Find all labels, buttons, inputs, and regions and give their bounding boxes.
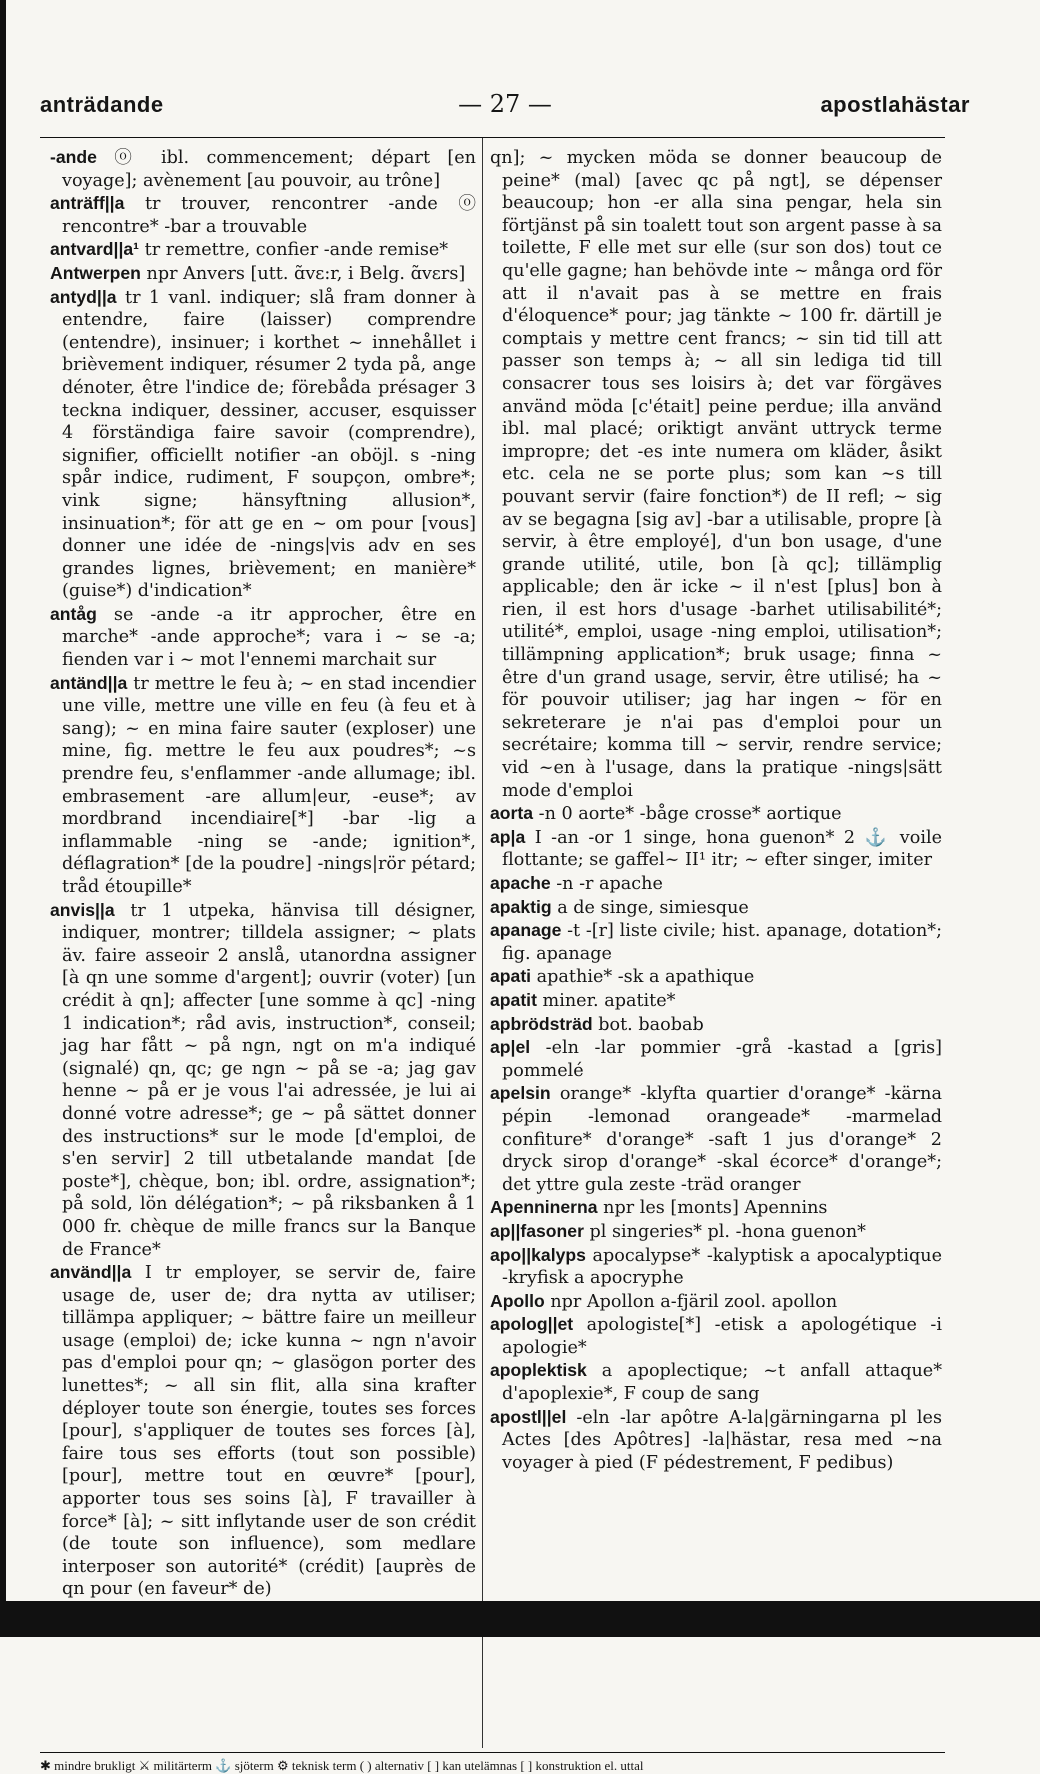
dictionary-entry: [490, 826, 942, 872]
headword: Apenninerna: [490, 1197, 598, 1218]
dictionary-entry: [490, 1220, 942, 1244]
headword: använd||a: [50, 1262, 132, 1283]
dictionary-entry: [50, 262, 476, 286]
headword: apatit: [490, 989, 537, 1010]
headword: apo||kalyps: [490, 1244, 586, 1265]
definition: pl singeries* pl. -hona guenon*: [583, 1221, 866, 1242]
headword: antyd||a: [50, 286, 117, 307]
page-number: — 27 —: [458, 90, 552, 118]
dictionary-entry: [50, 238, 476, 262]
definition: -n -r apache: [550, 874, 663, 894]
definition: tr 1 utpeka, hänvisa till désigner, indiquer, montrer; tilldela assigner; ~ plats äv. faire asseoir 2 anslå, utanordna assigner [à qn une somme d'argent]; ouvrir (voter) [un crédit à qn]; affecter [une somme à qc] -ning 1 indication*; råd avis, instruction*, conseil; jag har fått ~ på ngn, ngt on m'a indiqué (signalé) qn, qc; ge ngn ~ på se -a; jag gav henne ~ på er je vous l'ai adressée, je lui ai donné votre adresse*; ge ~ på sättet donner des instructions* sur le mode [d'emploi, de s'en servir] 2 till utbetalande mandat [de poste*], chèque, bon; ibl. ordre, assignation*; på sold, lön délégation*; ~ på riksbanken å 1 000 fr. chèque de mille francs sur la Banque de France*: [62, 900, 476, 1260]
definition: apathie* -sk a apathique: [531, 967, 755, 988]
dictionary-entry: [50, 1261, 476, 1601]
headword: apolog||et: [490, 1314, 574, 1335]
dictionary-entry: [490, 1313, 942, 1359]
definition: qn]; ~ mycken möda se donner beaucoup de peine* (mal) [avec qc på ngt], se dépenser beaucoup; hon -er alla sina pengar, hela sin förtjänst på sin toalett tout son argent passe à sa toilette, F elle met sur elle (sur son dos) tout ce qu'elle gagne; han behövde inte ~ många ord för att il n'avait pas à se mettre en frais d'éloquence* pour; jag tänkte ~ 100 fr. därtill je comptais y mettre cent francs; ~ sin tid till att passer son temps à; ~ all sin lediga tid till consacrer tous ses loisirs à; det var förgäves använd möda [c'était] peine perdue; illa använd ibl. mal placé; oriktigt använt uttryck terme impropre; det -es inte numera om kläder, åsikt etc. cela ne se porte plus; som kan ~s till pouvant servir (faire fonction*) de II refl; ~ sig av se begagna [sig av] -bar a utilisable, propre [à servir, à être employé], d'un bon usage, d'une grande utilité, utile, bon [à qc]; tillämplig applicable; den är icke ~ il n'est [plus] bon à rien, il est hors d'usage -barhet utilisabilité*; utilité*, emploi, usage -ning emploi, utilisation*; tillämpning application*; bruk usage; finna ~ être d'un grand usage, servir, être utilisé; ha ~ för pouvoir utiliser; jag har ingen ~ för en sekreterare je n'ai pas d'emploi pour un secrétaire; komma till ~ servir, rendre service; vid ~en à l'usage, dans la pratique -nings|sätt mode d'emploi: [490, 148, 942, 801]
left-column: [50, 146, 476, 1601]
dictionary-entry: [490, 965, 942, 989]
definition: bot. baobab: [592, 1014, 704, 1035]
headword: anvis||a: [50, 899, 115, 920]
definition: apologiste[*] -etisk a apologétique -i apologie*: [502, 1315, 942, 1358]
footer-rule: [40, 1752, 945, 1753]
headword: antåg: [50, 603, 97, 624]
headword: ap|el: [490, 1037, 531, 1058]
dictionary-entry: [490, 1082, 942, 1196]
headword: Apollo: [490, 1290, 545, 1311]
right-column: [490, 146, 942, 1474]
definition: -n 0 aorte* -båge crosse* aortique: [533, 804, 842, 825]
definition: ⓞ ibl. commencement; départ [en voyage]; avènement [au pouvoir, au trône]: [62, 148, 476, 191]
definition: I -an -or 1 singe, hona guenon* 2 ⚓ voile flottante; se gaffel~ II¹ itr; ~ efter singer, imiter: [502, 827, 942, 871]
dictionary-entry: [490, 1406, 942, 1475]
page-header: [40, 92, 970, 126]
headword: -ande: [50, 147, 97, 167]
headword: apoplektisk: [490, 1360, 587, 1381]
headword: ap||fasoner: [490, 1220, 584, 1241]
dictionary-entry: [490, 802, 942, 826]
column-divider: [482, 138, 483, 1748]
definition: npr Apollon a-fjäril zool. apollon: [544, 1291, 838, 1312]
header-guide-word-left: anträdande: [40, 92, 164, 117]
definition: -t -[r] liste civile; hist. apanage, dotation*; fig. apanage: [502, 921, 942, 964]
dictionary-entry: [50, 603, 476, 672]
headword: apelsin: [490, 1083, 551, 1104]
headword: anträff||a: [50, 193, 125, 214]
header-rule: [40, 137, 945, 138]
definition: I tr employer, se servir de, faire usage de, user de; dra nytta av utiliser; tillämpa appliquer; ~ bättre faire un meilleur usage (emploi) de; icke kunna ~ ngn n'avoir pas d'emploi pour qn; ~ glasögon porter des lunettes*; ~ all sin flit, alla sina krafter déployer toute son énergie, toutes ses forces [pour], s'appliquer de toutes ses forces [à], faire tous ses efforts (tout son possible) [pour], mettre tout en œuvre* [pour], apporter tous ses soins [à], F travailler à force* [à]; ~ sitt inflytande user de son crédit (de toute son influence), som medlare interposer son autorité* (crédit) [auprès de qn pour (en faveur* de): [62, 1263, 476, 1600]
dictionary-entry: [50, 286, 476, 603]
headword: apache: [490, 873, 551, 893]
dictionary-entry: [50, 672, 476, 899]
headword: apaktig: [490, 896, 552, 917]
dictionary-entry: [490, 872, 942, 896]
definition: tr trouver, rencontrer -ande ⓞ rencontre* -bar a trouvable: [62, 194, 476, 237]
headword: apati: [490, 966, 532, 987]
header-guide-word-right: apostlahästar: [820, 92, 970, 117]
headword: antänd||a: [50, 672, 128, 693]
headword: antvard||a¹: [50, 239, 140, 260]
definition: tr mettre le feu à; ~ en stad incendier une ville, mettre une ville en feu (à feu et à sang); ~ en mina faire sauter (exploser) une mine, fig. mettre le feu aux poudres*; ~s prendre feu, s'enflammer -ande allumage; ibl. embrasement -are allum|eur, -euse*; av mordbrand incendiaire[*] -bar -lig a inflammable -ning se -ande; ignition*, déflagration* [de la poudre] -nings|rör pétard; tråd étoupille*: [62, 673, 476, 897]
dictionary-entry: [490, 146, 942, 802]
dictionary-entry: [50, 192, 476, 238]
definition: tr remettre, confier -ande remise*: [139, 240, 449, 261]
dictionary-entry: [490, 1036, 942, 1082]
dictionary-entry: [50, 899, 476, 1262]
dictionary-entry: [490, 989, 942, 1013]
dictionary-entry: [50, 146, 476, 192]
headword: Antwerpen: [50, 262, 141, 283]
dictionary-entry: [490, 1359, 942, 1405]
dictionary-entry: [490, 896, 942, 920]
definition: orange* -klyfta quartier d'orange* -kärna pépin -lemonad orangeade* -marmelad confiture* d'orange* -saft 1 jus d'orange* 2 dryck sirop d'orange* -skal écorce* d'orange*; det yttre gula zeste -träd oranger: [502, 1084, 942, 1195]
scan-edge-bottom: [0, 1601, 1040, 1637]
definition: apocalypse* -kalyptisk a apocalyptique -kryfisk a apocryphe: [502, 1245, 942, 1289]
dictionary-entry: [490, 1244, 942, 1290]
definition: miner. apatite*: [536, 990, 676, 1011]
definition: a apoplectique; ~t anfall attaque* d'apoplexie*, F coup de sang: [502, 1361, 942, 1405]
definition: se -ande -a itr approcher, être en marche* -ande approche*; vara i ~ se -a; fienden var i ~ mot l'ennemi marchait sur: [62, 604, 476, 671]
definition: a de singe, simiesque: [551, 897, 749, 918]
dictionary-entry: [490, 1196, 942, 1220]
headword: apostl||el: [490, 1406, 567, 1427]
headword: aorta: [490, 803, 534, 824]
dictionary-entry: [490, 1013, 942, 1037]
definition: -eln -lar pommier -grå -kastad a [gris] pommelé: [502, 1038, 942, 1081]
headword: ap|a: [490, 826, 526, 847]
dictionary-entry: [490, 919, 942, 965]
dictionary-entry: [490, 1290, 942, 1314]
definition: -eln -lar apôtre A-la|gärningarna pl les Actes [des Apôtres] -la|hästar, resa med ~na voyager à pied (F pédestrement, F pedibus): [502, 1407, 942, 1473]
definition: tr 1 vanl. indiquer; slå fram donner à entendre, faire (laisser) comprendre (entendre), insinuer; i korthet ~ innehållet i brièvement indiquer, résumer 2 tyda på, ange dénoter, être l'indice de; förebåda présager 3 teckna indiquer, dessiner, accuser, esquisser 4 förständiga faire savoir (comprendre), signifier, officiellt notifier -an oböjl. s -ning spår indice, rudiment, F soupçon, ombre*; vink signe; hänsyftning allusion*, insinuation*; för att ge en ~ om pour [vous] donner une idée de -nings|vis adv en ses grandes lignes, brièvement; en manière* (guise*) d'indication*: [62, 287, 476, 602]
definition: npr Anvers [utt. ɑ̃vɛ:r, i Belg. ɑ̃vɛrs]: [140, 263, 466, 284]
definition: npr les [monts] Apennins: [597, 1198, 828, 1219]
scan-edge-left: [0, 0, 6, 1637]
headword: apbrödsträd: [490, 1013, 593, 1034]
legend-footer: ✱ mindre brukligt ⚔ militärterm ⚓ sjöterm ⚙ teknisk term ( ) alternativ [ ] kan utelämnas [ ] konstruktion el. uttal: [40, 1758, 644, 1773]
headword: apanage: [490, 920, 562, 941]
